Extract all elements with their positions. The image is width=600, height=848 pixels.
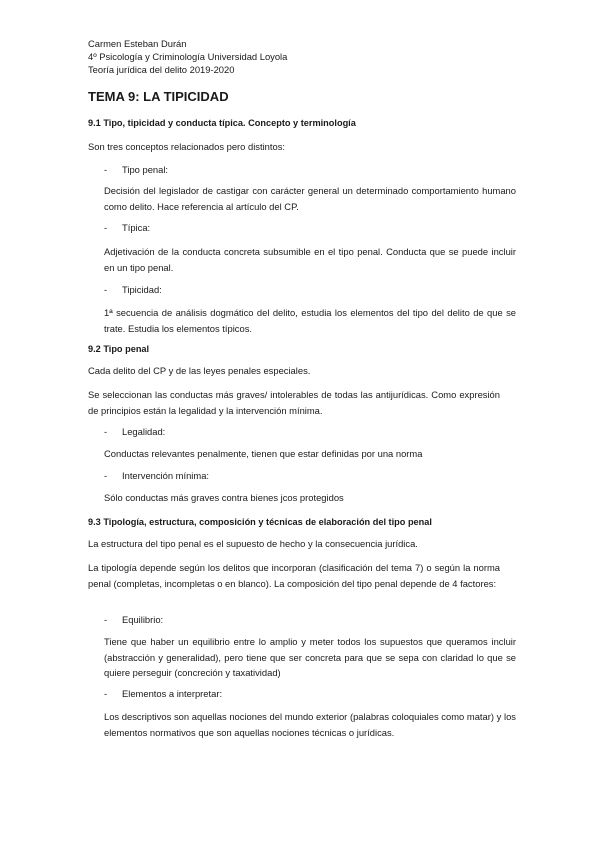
bullet-label: Tipicidad: xyxy=(122,284,162,295)
header-author: Carmen Esteban Durán xyxy=(88,38,187,49)
s2-paragraph-2: Se seleccionan las conductas más graves/ intolerables de todas las antijurídicas. Como expresión de principios están la legalidad y la intervención mínima. xyxy=(88,389,500,416)
header-subject: Teoría jurídica del delito 2019-2020 xyxy=(88,64,235,75)
bullet-item: - Tipo penal: xyxy=(104,164,169,175)
s3-paragraph-2: La tipología depende según los delitos que incorporan (clasificación del tema 7) o según la norma penal (completas, incompletas o en blanco). La composición del tipo penal depende de 4 factores: xyxy=(88,562,500,589)
bullet-label: Intervención mínima: xyxy=(122,470,210,481)
bullet-label: Tipo penal: xyxy=(122,164,169,175)
s3-equilibrio-text: Tiene que haber un equilibrio entre lo amplio y meter todos los supuestos que queramos incluir (abstracción y generalidad), pero tiene que ser concreta para que se sepa con claridad lo que se quiere perseguir (concreción y taxatividad) xyxy=(104,636,516,679)
s1-paragraph-tipo-penal: Decisión del legislador de castigar con carácter general un determinado comportamiento humano como delito. Hace referencia al artículo del CP. xyxy=(104,185,516,212)
header-course: 4º Psicología y Criminología Universidad Loyola xyxy=(88,51,288,62)
bullet-item: - Tipicidad: xyxy=(104,284,162,295)
bullet-label: Típica: xyxy=(122,222,151,233)
bullet-item: - Típica: xyxy=(104,222,151,233)
bullet-label: Elementos a interpretar: xyxy=(122,688,223,699)
bullet-label: Legalidad: xyxy=(122,426,166,437)
bullet-label: Equilibrio: xyxy=(122,614,164,625)
s1-paragraph-tipicidad: 1ª secuencia de análisis dogmático del delito, estudia los elementos del tipo del delito de que se trate. Estudia los elementos típicos. xyxy=(104,307,516,334)
s2-paragraph-1: Cada delito del CP y de las leyes penales especiales. xyxy=(88,365,311,376)
section-heading-9-3: 9.3 Tipología, estructura, composición y técnicas de elaboración del tipo penal xyxy=(88,517,432,527)
s1-intro: Son tres conceptos relacionados pero distintos: xyxy=(88,141,285,152)
s1-paragraph-tipica: Adjetivación de la conducta concreta subsumible en el tipo penal. Conducta que se puede incluir en un tipo penal. xyxy=(104,246,516,273)
bullet-item: - Legalidad: xyxy=(104,426,166,437)
page-title: TEMA 9: LA TIPICIDAD xyxy=(88,89,229,104)
s2-legalidad-text: Conductas relevantes penalmente, tienen que estar definidas por una norma xyxy=(104,448,423,459)
bullet-item: - Equilibrio: xyxy=(104,614,164,625)
section-heading-9-2: 9.2 Tipo penal xyxy=(88,344,150,354)
s3-paragraph-1: La estructura del tipo penal es el supuesto de hecho y la consecuencia jurídica. xyxy=(88,538,418,549)
section-heading-9-1: 9.1 Tipo, tipicidad y conducta típica. Concepto y terminología xyxy=(88,118,356,128)
s3-elementos-text: Los descriptivos son aquellas nociones del mundo exterior (palabras coloquiales como matar) y los elementos normativos que son aquellas nociones técnicas o jurídicas. xyxy=(104,711,516,738)
bullet-item: - Intervención mínima: xyxy=(104,470,210,481)
bullet-item: - Elementos a interpretar: xyxy=(104,688,223,699)
s2-intervencion-text: Sólo conductas más graves contra bienes jcos protegidos xyxy=(104,492,344,503)
